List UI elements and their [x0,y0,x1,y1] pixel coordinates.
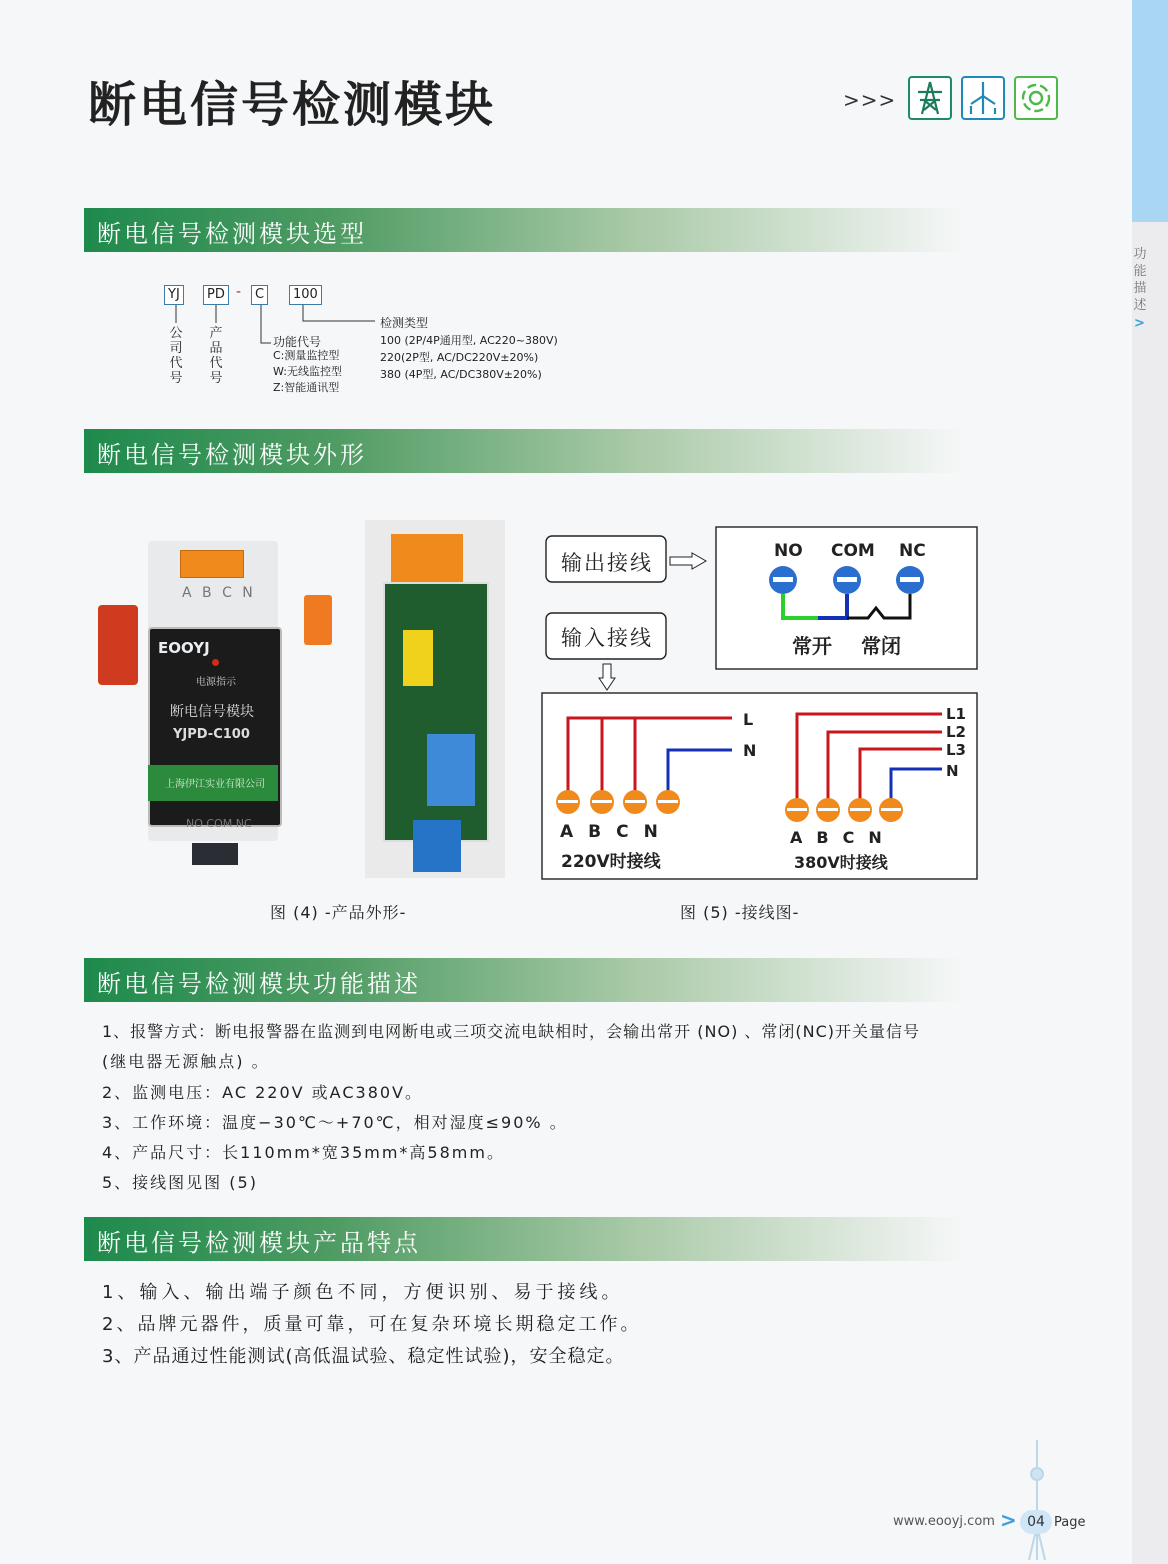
label-char: 司 [169,341,183,356]
function-item: W:无线监控型 [273,365,342,378]
contact-no-label: NO [774,541,803,561]
lines-380v [946,705,966,780]
normally-open-label: 常开 [792,634,832,658]
output-terminal-block [192,843,238,865]
contact-nc-label: NC [899,541,926,561]
function-line: 3、工作环境：温度−30℃～+70℃，相对湿度≤90% 。 [102,1113,568,1132]
label-char: 代 [209,356,223,371]
page-label: Page [1054,1515,1086,1530]
terminal-label: N [868,828,896,847]
line-label: L2 [946,723,966,741]
label-char: 品 [209,341,223,356]
side-label-char: 能 [1133,264,1147,279]
power-indicator-label: 电源指示 [196,677,236,688]
input-arrow-icon [599,664,615,690]
side-label-char: 述 [1133,298,1147,313]
product-maker: 上海伊江实业有限公司 [165,779,265,790]
line-l: L [743,710,754,729]
side-label-char: 描 [1133,281,1147,296]
detect-item: 220(2P型, AC/DC220V±20%) [380,351,539,364]
code-company: YJ [164,285,184,305]
side-arrow: > [1134,316,1145,331]
line-label: N [946,762,959,780]
label-char: 号 [169,371,183,386]
section-title: 断电信号检测模块功能描述 [97,970,421,998]
terminal-label: A [790,828,817,847]
product-code-label [209,326,223,386]
product-pcb-photo [365,520,505,878]
bottom-terminal-labels: NO COM NC [186,817,252,830]
terminals-380v-labels [790,828,896,847]
pcb-output-terminal [413,820,461,872]
function-line: 4、产品尺寸：长110mm*宽35mm*高58mm。 [102,1143,505,1162]
terminal-label: C [842,828,869,847]
detect-item: 380 (4P型, AC/DC380V±20%) [380,368,542,381]
code-product: PD [203,285,229,305]
detect-item: 100 (2P/4P通用型, AC220~380V) [380,334,558,347]
section-title: 断电信号检测模块选型 [97,220,367,248]
terminal-label: C [616,822,644,842]
side-strip-accent [1132,0,1168,222]
code-function: C [251,285,268,305]
side-label [1133,246,1147,314]
terminal-label: B [816,828,843,847]
label-char: 号 [209,371,223,386]
normally-closed-label: 常闭 [861,634,901,658]
caption-220v: 220V时接线 [561,852,661,872]
caption-380v: 380V时接线 [794,853,888,872]
footer-arrow: > [1000,1508,1017,1532]
terminals-220v-labels [560,822,673,842]
contact-com-label: COM [831,541,875,561]
tower-illustration [1020,1440,1054,1560]
code-detect: 100 [289,285,322,305]
terminal-label: A [560,822,589,842]
side-label-char: 功 [1133,247,1147,262]
label-char: 代 [169,356,183,371]
section-header-function [84,958,964,1002]
code-connector-lines [150,303,390,363]
code-dash: - [236,284,242,300]
company-code-label [169,326,183,386]
section-title: 断电信号检测模块产品特点 [97,1229,421,1257]
page-number: 04 [1020,1510,1052,1534]
footer-url[interactable]: www.eooyj.com [893,1514,995,1529]
eco-circle-icon [1014,76,1058,120]
figure-5-caption: 图 (5) -接线图- [680,903,800,922]
feature-line: 2、品牌元器件，质量可靠，可在复杂环境长期稳定工作。 [102,1314,642,1335]
function-code-title: 功能代号 [273,335,322,349]
label-char: 公 [169,326,183,341]
detect-type-items [380,332,558,383]
function-item: C:测量监控型 [273,349,340,362]
product-front-photo [84,523,340,878]
terminal-label: B [588,822,617,842]
function-line: 1、报警方式：断电报警器在监测到电网断电或三项交流电缺相时，会输出常开 (NO) 、常闭(NC)开关量信号 [102,1022,921,1041]
feature-line: 1、输入、输出端子颜色不同，方便识别、易于接线。 [102,1282,624,1303]
side-strip [1132,0,1168,1564]
function-code-items [273,348,342,396]
din-clip-right [304,595,332,645]
line-label: L3 [946,741,966,759]
feature-line: 3、产品通过性能测试(高低温试验、稳定性试验)，安全稳定。 [102,1346,625,1367]
section-header-selection [84,208,964,252]
function-item: Z:智能通讯型 [273,381,340,394]
function-line: 2、监测电压：AC 220V 或AC380V。 [102,1083,423,1102]
figure-4-caption: 图 (4) -产品外形- [270,903,407,922]
section-header-features [84,1217,964,1261]
product-model: YJPD-C100 [173,727,250,742]
detect-type-title: 检测类型 [380,316,429,330]
din-clip-left [98,605,138,685]
contact-terminals [769,566,924,594]
power-led [212,659,219,666]
input-wiring-label: 输入接线 [561,626,653,650]
line-label: L1 [946,705,966,723]
pcb-capacitor [403,630,433,686]
power-tower-icon [908,76,952,120]
section-title: 断电信号检测模块外形 [97,441,367,469]
label-char: 产 [209,326,223,341]
product-name: 断电信号模块 [170,704,254,720]
output-arrow-icon [670,553,706,569]
section-header-appearance [84,429,964,473]
wind-turbine-icon [961,76,1005,120]
input-terminal-block [180,550,244,578]
page-title: 断电信号检测模块 [88,77,497,133]
title-arrows: >>> [843,88,897,112]
pcb-relay [427,734,475,806]
output-wiring-label: 输出接线 [561,551,653,575]
product-brand: EOOYJ [158,639,210,657]
terminal-label: N [643,822,673,842]
function-line: (继电器无源触点) 。 [102,1052,270,1071]
function-line: 5、接线图见图 (5) [102,1173,258,1192]
line-n: N [743,741,757,760]
top-terminal-labels: A B C N [182,585,256,601]
